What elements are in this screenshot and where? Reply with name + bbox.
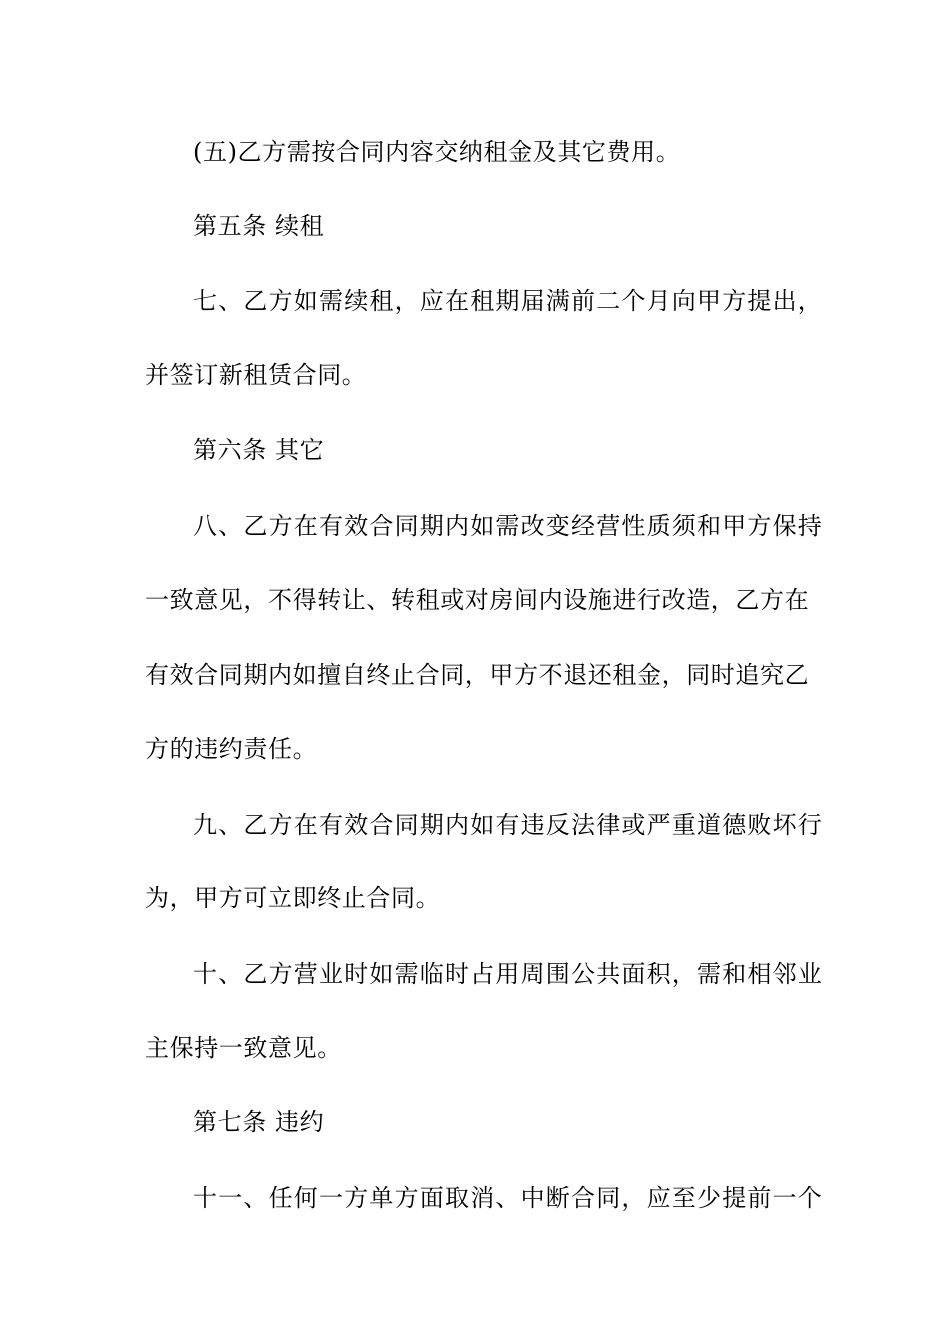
paragraph-line: 七、乙方如需续租，应在租期届满前二个月向甲方提出， (193, 287, 823, 315)
paragraph-line: 主保持一致意见。 (145, 1034, 342, 1062)
paragraph-line: 八、乙方在有效合同期内如需改变经营性质须和甲方保持 (193, 512, 823, 540)
section-heading: 第七条 违约 (193, 1108, 325, 1136)
paragraph-line: (五)乙方需按合同内容交纳租金及其它费用。 (193, 138, 681, 166)
paragraph-line: 并签订新租赁合同。 (145, 361, 367, 389)
section-heading: 第五条 续租 (193, 212, 325, 240)
paragraph-line: 有效合同期内如擅自终止合同，甲方不退还租金，同时追究乙 (145, 661, 810, 689)
paragraph-line: 一致意见，不得转让、转租或对房间内设施进行改造，乙方在 (145, 586, 810, 614)
paragraph-line: 九、乙方在有效合同期内如有违反法律或严重道德败坏行 (193, 811, 823, 839)
paragraph-line: 方的违约责任。 (145, 735, 318, 763)
paragraph-line: 十、乙方营业时如需临时占用周围公共面积，需和相邻业 (193, 960, 823, 988)
paragraph-line: 为，甲方可立即终止合同。 (145, 884, 441, 912)
paragraph-line: 十一、任何一方单方面取消、中断合同，应至少提前一个 (193, 1184, 823, 1212)
section-heading: 第六条 其它 (193, 436, 325, 464)
